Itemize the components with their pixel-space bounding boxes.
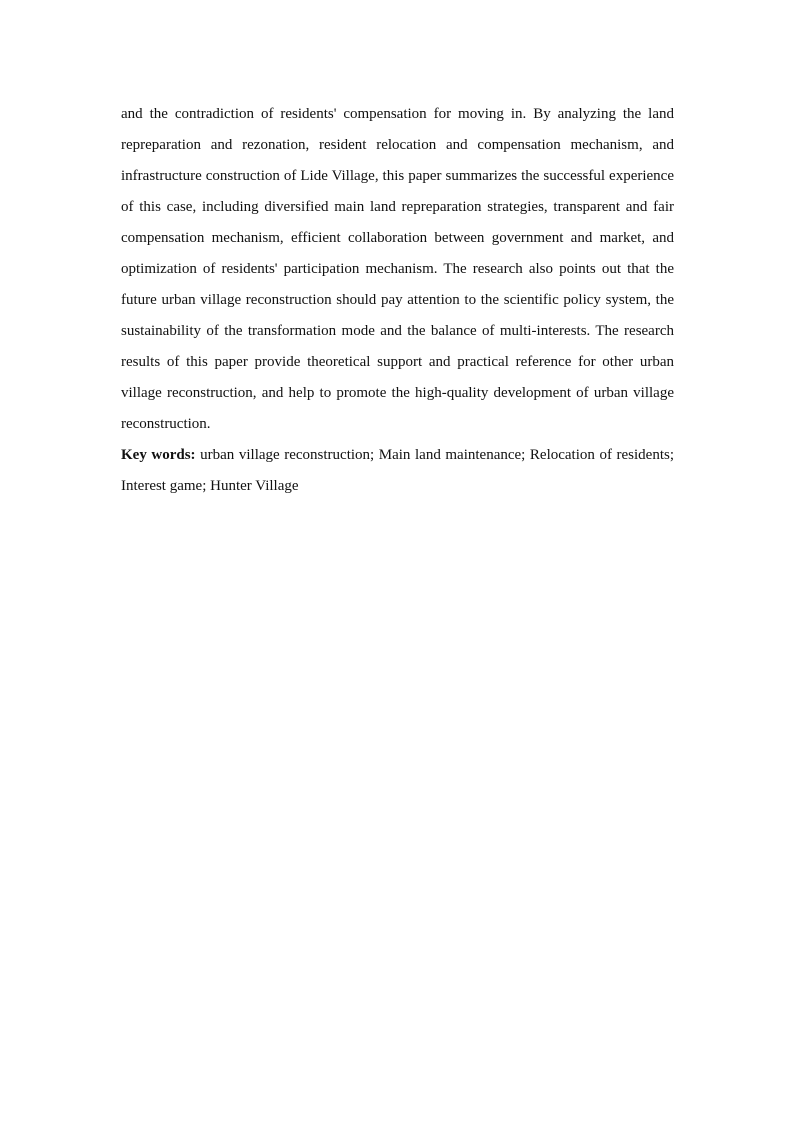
keywords-label: Key words: <box>121 447 196 463</box>
keywords-text: urban village reconstruction; Main land maintenance; Relocation of residents; Interest game; Hunter Village <box>121 447 675 494</box>
abstract-section <box>121 99 674 502</box>
keywords-line <box>121 440 674 502</box>
abstract-paragraph: and the contradiction of residents' compensation for moving in. By analyzing the land repreparation and rezonation, resident relocation and compensation mechanism, and infrastructure construction of Lide Village, this paper summarizes the successful experience of this case, including diversified main land repreparation strategies, transparent and fair compensation mechanism, efficient collaboration between government and market, and optimization of residents' participation mechanism. The research also points out that the future urban village reconstruction should pay attention to the scientific policy system, the sustainability of the transformation mode and the balance of multi-interests. The research results of this paper provide theoretical support and practical reference for other urban village reconstruction, and help to promote the high-quality development of urban village reconstruction. <box>121 106 674 432</box>
